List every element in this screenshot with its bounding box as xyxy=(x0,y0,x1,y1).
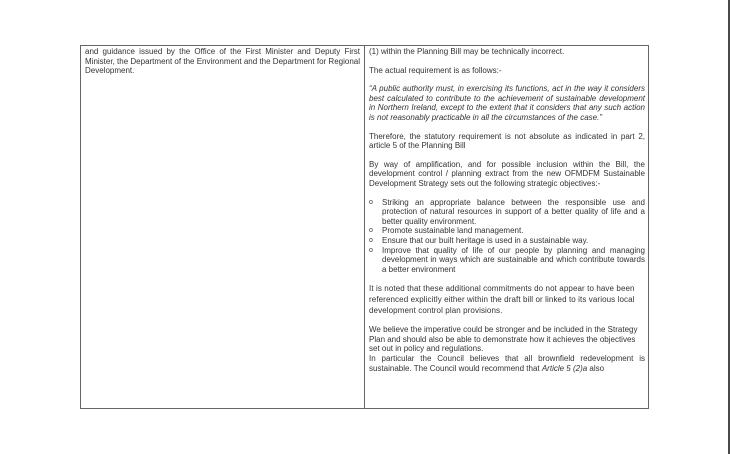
list-item: o Ensure that our built heritage is used in a sustainable way. xyxy=(369,235,589,245)
bullet-circle-icon: o xyxy=(369,227,373,235)
left-column xyxy=(81,46,365,408)
paragraph-therefore: Therefore, the statutory requirement is not absolute as indicated in part 2, article 5 of the Planning Bill xyxy=(369,131,645,151)
bullet-circle-icon: o xyxy=(369,198,373,206)
article-reference: Article 5 (2)a xyxy=(541,363,588,373)
bullet-circle-icon: o xyxy=(369,236,373,244)
list-item: o Striking an appropriate balance between the responsible use and protection of natural resources in support of a better quality of life and a better quality environment. xyxy=(369,197,645,226)
paragraph-imperative: We believe the imperative could be stronger and be included in the Strategy Plan and should also be able to demonstrate how it achieves the objectives set out in policy and regulations. xyxy=(369,325,638,354)
paragraph-amplification: By way of amplification, and for possible inclusion within the Bill, the development control / planning extract from the new OFMDFM Sustainable Development Strategy sets out the following strategic objectives:- xyxy=(369,159,645,188)
paragraph-actual-requirement: The actual requirement is as follows:- xyxy=(369,65,502,75)
list-item: o Promote sustainable land management. xyxy=(369,226,524,236)
right-column xyxy=(365,46,648,408)
left-column-text: and guidance issued by the Office of the First Minister and Deputy First Minister, the Department of the Environment and the Department for Regional Development. xyxy=(85,47,360,76)
list-item: o Improve that quality of life of our people by planning and managing development in ways which are sustainable and which contribute towards a better environment xyxy=(369,245,645,274)
statutory-quote: “A public authority must, in exercising its functions, act in the way it considers best calculated to contribute to the achievement of sustainable development in Northern Ireland, except to the extent that it considers that any such action is not reasonably practicable in all the circumstances of the case.” xyxy=(369,84,645,122)
paragraph-planning-bill-ref: (1) within the Planning Bill may be technically incorrect. xyxy=(369,47,565,56)
paragraph-commitments-note: It is noted that these additional commitments do not appear to have been referenced explicitly either within the draft bill or linked to its various local development control plan provisions. xyxy=(369,284,635,316)
document-table xyxy=(80,45,649,409)
strategic-objectives-list xyxy=(369,198,645,275)
bullet-circle-icon: o xyxy=(369,246,373,254)
paragraph-brownfield: In particular the Council believes that all brownfield redevelopment is sustainable. The Council would recommend that Article 5 (2)a also xyxy=(369,354,645,373)
